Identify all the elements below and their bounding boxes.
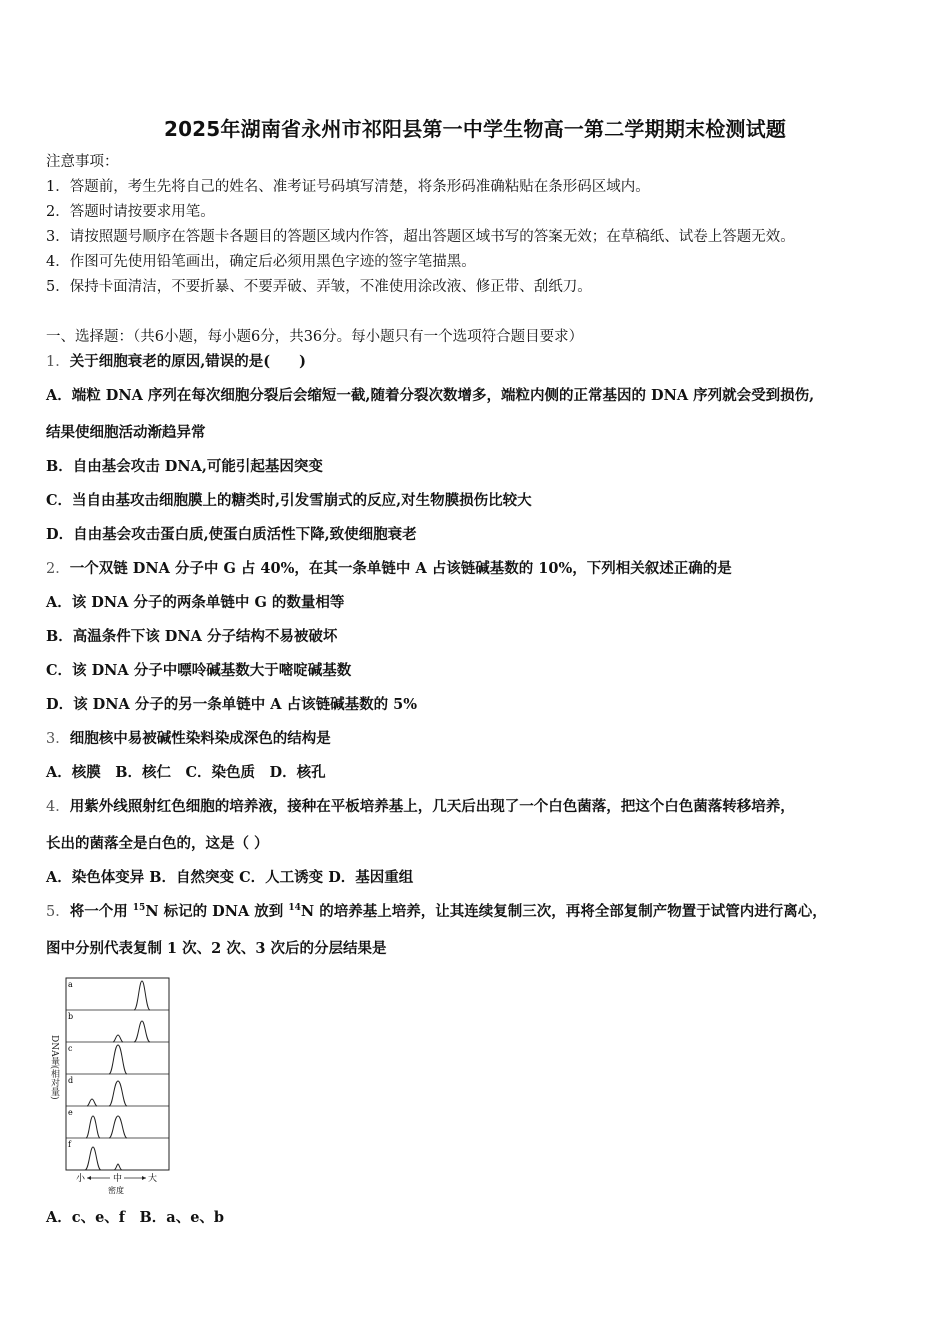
page-title: 2025年湖南省永州市祁阳县第一中学生物高一第二学期期末检测试题 — [163, 117, 787, 141]
question-2-option-c: C．该 DNA 分子中嘌呤碱基数大于嘧啶碱基数 — [46, 662, 352, 679]
question-3-stem: 3．细胞核中易被碱性染料染成深色的结构是 — [46, 730, 331, 747]
question-1-option-d: D．自由基会攻击蛋白质,使蛋白质活性下降,致使细胞衰老 — [46, 526, 417, 543]
peak-d-light — [87, 1099, 97, 1106]
question-2-stem: 2．一个双链 DNA 分子中 G 占 40%，在其一条单链中 A 占该链碱基数的 10%，下列相关叙述正确的是 — [46, 560, 732, 577]
x-axis-title: 密度 — [108, 1186, 124, 1195]
question-4-stem-cont: 长出的菌落全是白色的，这是（ ） — [46, 835, 269, 852]
notice-heading: 注意事项： — [46, 154, 119, 170]
peak-f-light — [85, 1147, 101, 1170]
question-2-option-a: A．该 DNA 分子的两条单链中 G 的数量相等 — [46, 594, 345, 611]
peak-b-heavy — [134, 1021, 150, 1042]
x-label-mid: 中 — [113, 1174, 123, 1184]
peak-d-mid — [109, 1081, 127, 1106]
notice-item: 1．答题前，考生先将自己的姓名、准考证号码填写清楚，将条形码准确粘贴在条形码区域内。 — [46, 179, 650, 195]
question-5-stem: 5．将一个用 $^{15}$N 标记的 DNA 放到 $^{14}$N 的培养基上培养，让其连续复制三次，再将全部复制产物置于试管内进行离心， — [46, 903, 827, 920]
figure-ylabel: DNA量(相对量) — [49, 1035, 59, 1100]
x-label-large: 大 — [148, 1174, 158, 1184]
notice-item: 2．答题时请按要求用笔。 — [46, 204, 215, 220]
peak-a-heavy — [134, 981, 150, 1010]
notice-item: 4．作图可先使用铅笔画出，确定后必须用黑色字迹的签字笔描黑。 — [46, 254, 476, 270]
notice-item: 3．请按照题号顺序在答题卡各题目的答题区域内作答，超出答题区域书写的答案无效；在草稿纸、试卷上答题无效。 — [46, 229, 795, 245]
panel-label-c: c — [68, 1044, 73, 1053]
question-1-stem: 1．关于细胞衰老的原因,错误的是( ) — [46, 353, 307, 370]
section-heading: 一、选择题：（共6小题，每小题6分，共36分。每小题只有一个选项符合题目要求） — [46, 329, 584, 345]
question-1-option-b: B．自由基会攻击 DNA,可能引起基因突变 — [46, 458, 323, 475]
question-3-options: A．核膜 B．核仁 C．染色质 D．核孔 — [46, 764, 326, 781]
x-arrowhead-right — [142, 1176, 146, 1180]
notice-item: 5．保持卡面清洁，不要折暴、不要弄破、弄皱，不准使用涂改液、修正带、刮纸刀。 — [46, 279, 592, 295]
question-5-options: A．c、e、f B．a、e、b — [46, 1209, 225, 1226]
question-1-option-a: A．端粒 DNA 序列在每次细胞分裂后会缩短一截,随着分裂次数增多，端粒内侧的正常基因的 DNA 序列就会受到损伤, — [46, 387, 815, 404]
peak-b-mid — [113, 1035, 123, 1042]
peak-f-mid — [114, 1164, 122, 1170]
peak-e-light — [86, 1116, 100, 1138]
question-1-option-c: C．当自由基攻击细胞膜上的糖类时,引发雪崩式的反应,对生物膜损伤比较大 — [46, 492, 532, 509]
peak-e-mid — [109, 1116, 127, 1138]
question-2-option-d: D．该 DNA 分子的另一条单链中 A 占该链碱基数的 5% — [46, 696, 418, 713]
question-4-options: A．染色体变异 B．自然突变 C．人工诱变 D．基因重组 — [46, 869, 414, 886]
panel-label-a: a — [68, 980, 73, 989]
panel-label-e: e — [68, 1108, 73, 1117]
centrifuge-figure — [46, 975, 176, 1197]
x-label-small: 小 — [76, 1174, 86, 1184]
question-2-option-b: B．高温条件下该 DNA 分子结构不易被破坏 — [46, 628, 338, 645]
peak-c-mid — [109, 1045, 127, 1074]
question-1-option-a-cont: 结果使细胞活动渐趋异常 — [46, 424, 206, 441]
question-4-stem: 4．用紫外线照射红色细胞的培养液，接种在平板培养基上，几天后出现了一个白色菌落，把这个白色菌落转移培养， — [46, 798, 795, 815]
panel-label-f: f — [68, 1140, 71, 1149]
question-5-stem-cont: 图中分别代表复制 1 次、2 次、3 次后的分层结果是 — [46, 940, 387, 957]
panel-label-d: d — [68, 1076, 74, 1085]
x-arrowhead-left — [87, 1176, 91, 1180]
panel-label-b: b — [68, 1012, 74, 1021]
